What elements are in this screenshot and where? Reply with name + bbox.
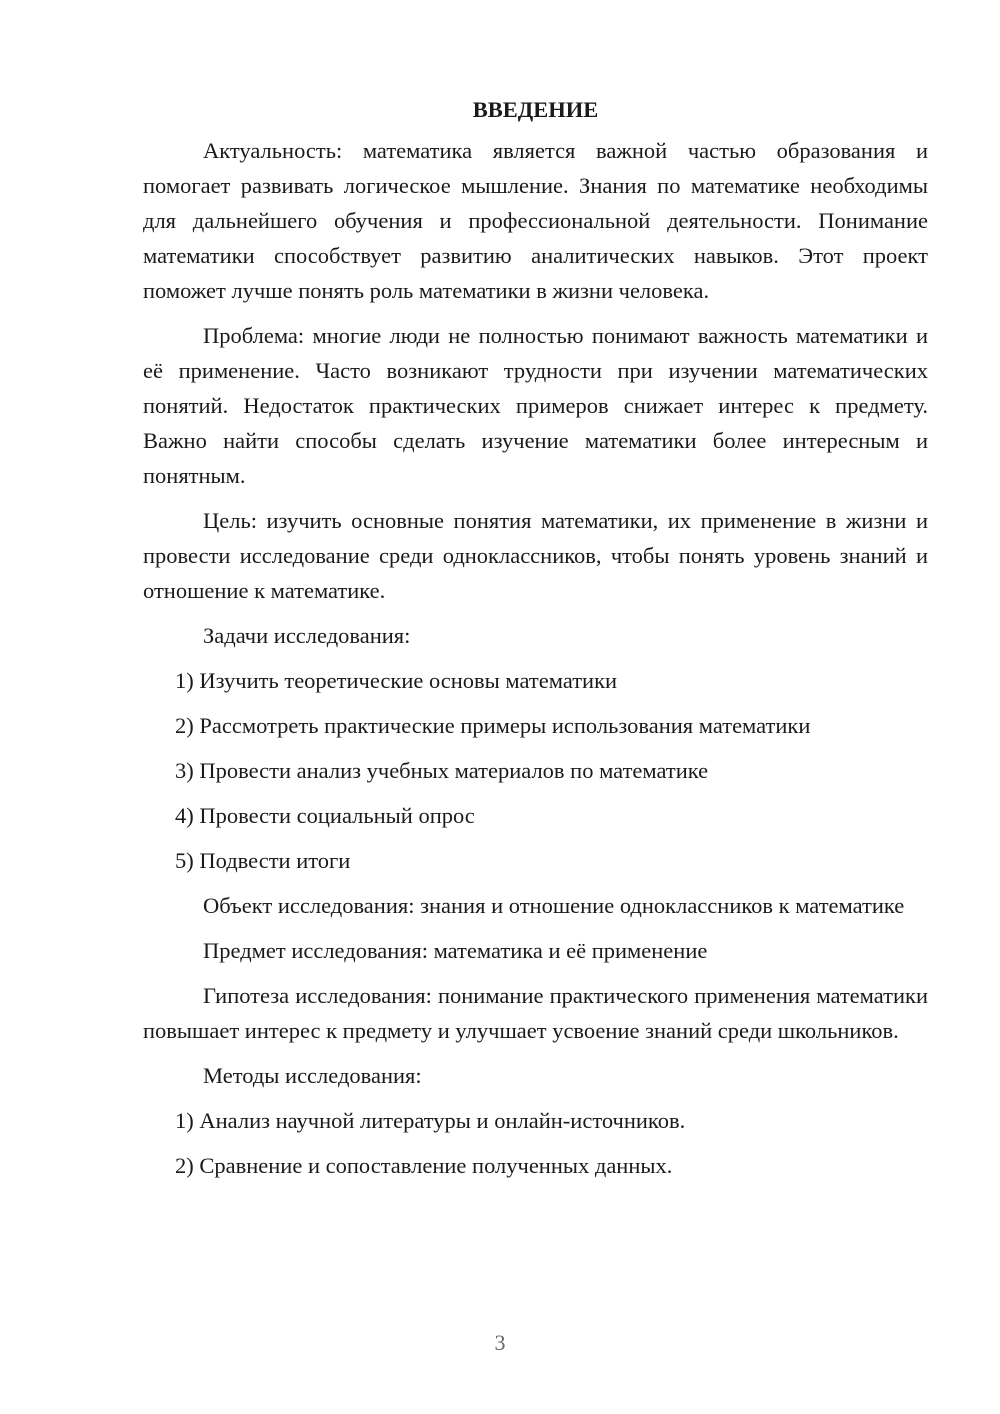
task-item-4: 4) Провести социальный опрос (175, 803, 475, 828)
subject-paragraph: Предмет исследования: математика и её применение (203, 938, 708, 963)
tasks-heading: Задачи исследования: (203, 623, 411, 648)
object-paragraph: Объект исследования: знания и отношение одноклассников к математике (203, 893, 905, 918)
problem-paragraph: Проблема: многие люди не полностью понимают важность математики и её применение. Часто возникают трудности при изучении математических понятий. Недостаток практических примеров снижает интерес к предмету. Важно найти способы сделать изучение математики более интересным и понятным. (143, 323, 928, 488)
goal-paragraph: Цель: изучить основные понятия математики, их применение в жизни и провести исследование среди одноклассников, чтобы понять уровень знаний и отношение к математике. (143, 508, 928, 603)
hypothesis-paragraph: Гипотеза исследования: понимание практического применения математики повышает интерес к предмету и улучшает усвоение знаний среди школьников. (143, 983, 928, 1043)
method-item-1: 1) Анализ научной литературы и онлайн-источников. (175, 1108, 686, 1133)
document-page (143, 92, 928, 1193)
section-title: ВВЕДЕНИЕ (472, 97, 599, 122)
task-item-3: 3) Провести анализ учебных материалов по математике (175, 758, 709, 783)
task-item-1: 1) Изучить теоретические основы математики (175, 668, 618, 693)
task-item-2: 2) Рассмотреть практические примеры использования математики (175, 713, 811, 738)
page-number: 3 (494, 1330, 506, 1355)
tasks-list (143, 663, 928, 878)
methods-list (143, 1103, 928, 1183)
method-item-2: 2) Сравнение и сопоставление полученных данных. (175, 1153, 673, 1178)
relevance-paragraph: Актуальность: математика является важной частью образования и помогает развивать логическое мышление. Знания по математике необходимы для дальнейшего обучения и профессиональной деятельности. Понимание математики способствует развитию аналитических навыков. Этот проект поможет лучше понять роль математики в жизни человека. (143, 138, 928, 303)
task-item-5: 5) Подвести итоги (175, 848, 351, 873)
methods-heading: Методы исследования: (203, 1063, 422, 1088)
